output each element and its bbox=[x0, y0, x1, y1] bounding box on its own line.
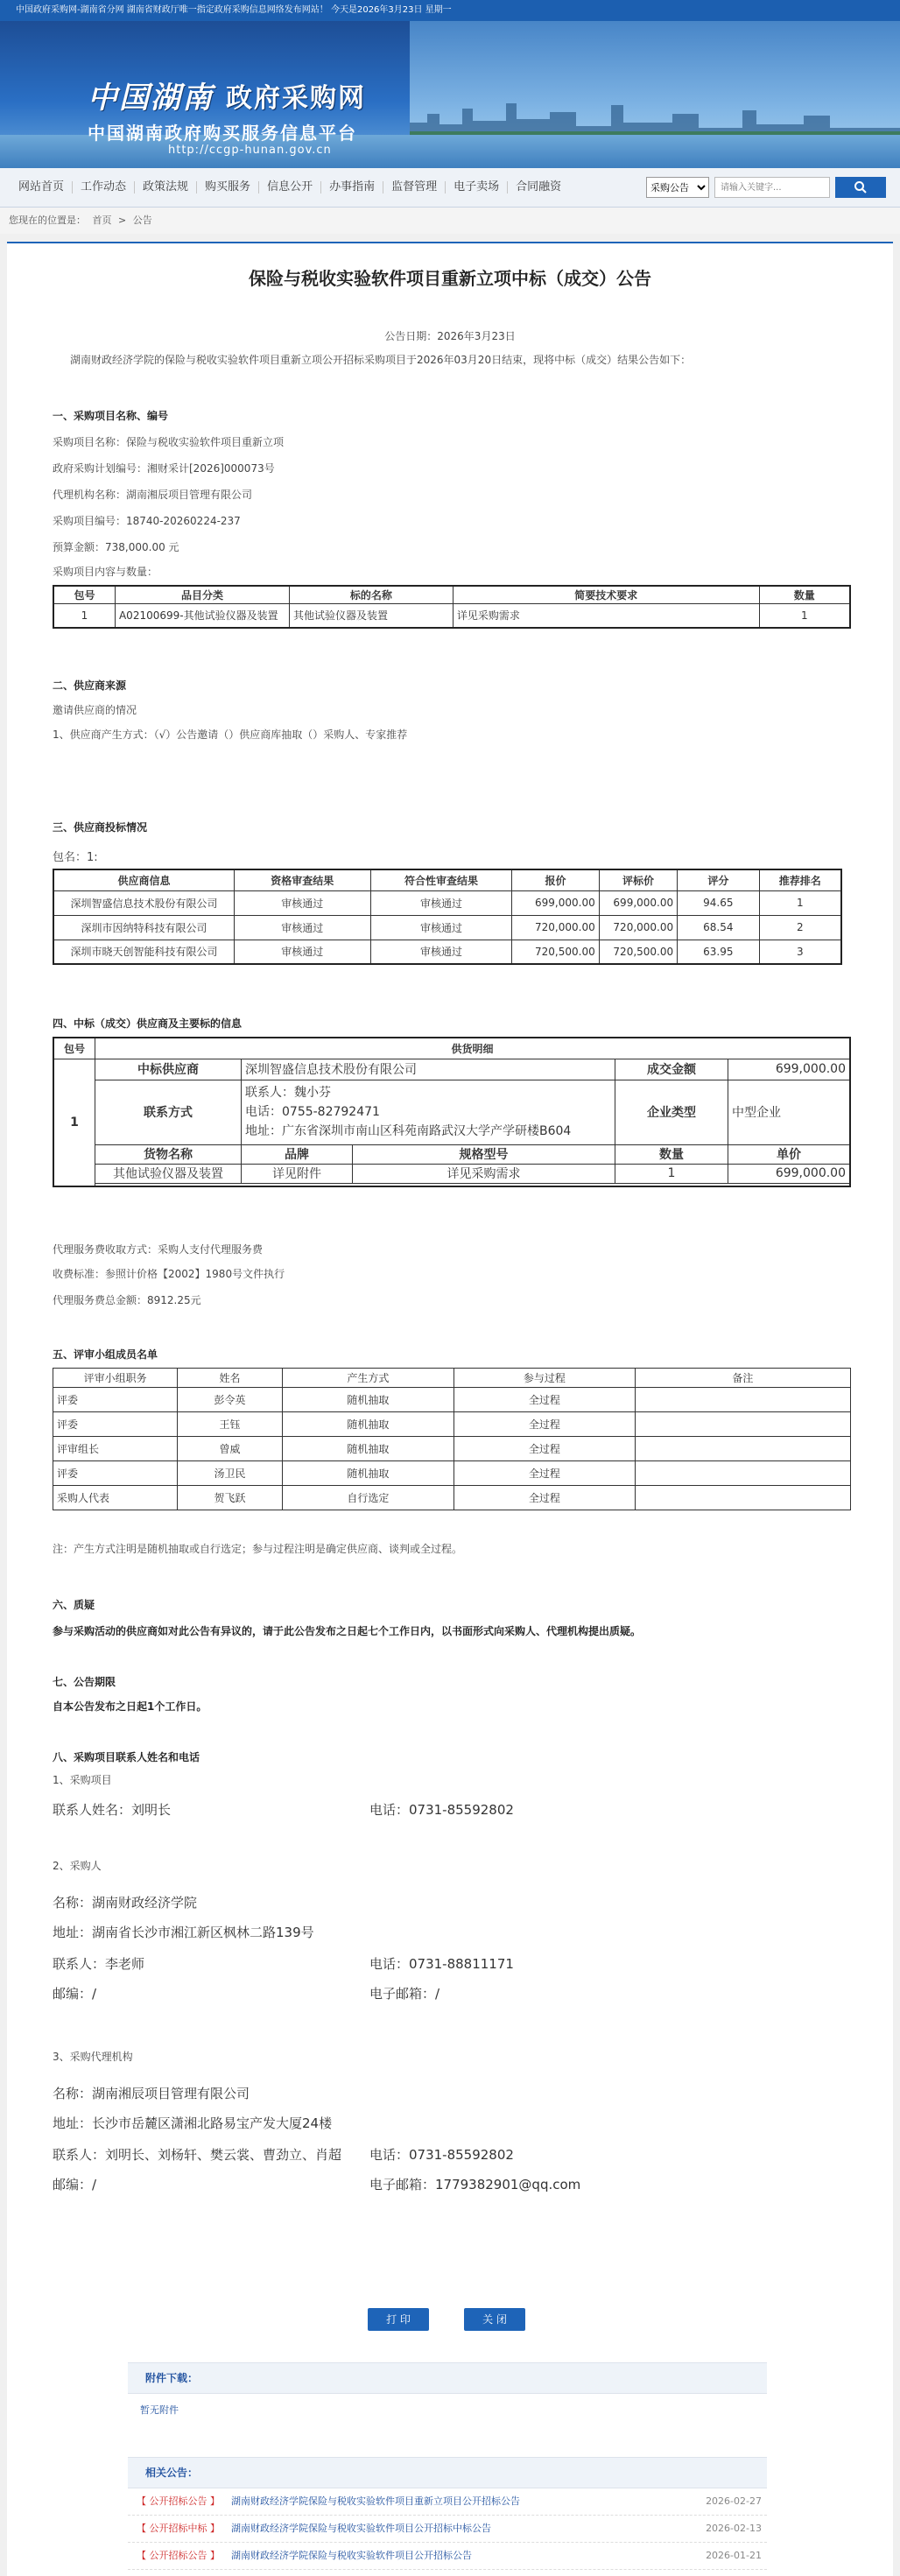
table-cell: 699,000.00 bbox=[512, 890, 599, 915]
table-row bbox=[53, 1461, 851, 1486]
company-type: 中型企业 bbox=[728, 1080, 851, 1144]
supplier-source-method: 1、供应商产生方式：（√）公告邀请（）供应商库抽取（）采购人、专家推荐 bbox=[53, 728, 408, 741]
purchaser-email: 电子邮箱：/ bbox=[369, 1986, 440, 2002]
site-subtitle: 中国湖南政府购买服务信息平台 bbox=[88, 123, 357, 144]
contact-person: 联系人：魏小芬 bbox=[245, 1086, 331, 1100]
project-contact-phone: 电话：0731-85592802 bbox=[369, 1802, 514, 1818]
section-4-heading: 四、中标（成交）供应商及主要标的信息 bbox=[53, 1017, 243, 1030]
site-banner bbox=[0, 21, 900, 168]
committee-col-name: 姓名 bbox=[178, 1369, 282, 1388]
attachments-panel bbox=[128, 2362, 767, 2425]
project-contact-name: 联系人姓名：刘明长 bbox=[53, 1802, 172, 1818]
table-cell: 贺飞跃 bbox=[178, 1486, 282, 1510]
table-cell: 彭令英 bbox=[178, 1388, 282, 1412]
bids-col-qualification: 资格审查结果 bbox=[234, 869, 370, 890]
nav-item-finance[interactable]: 合同融资 bbox=[516, 180, 562, 194]
bids-col-score: 评分 bbox=[678, 869, 759, 890]
contact-address: 地址：广东省深圳市南山区科苑南路武汉大学产学研楼B604 bbox=[245, 1124, 572, 1138]
print-button[interactable]: 打 印 bbox=[368, 2308, 429, 2331]
table-cell: 随机抽取 bbox=[282, 1412, 454, 1437]
top-notice-bar: 中国政府采购网-湖南省分网 湖南省财政厅唯一指定政府采购信息网络发布网站！ 今天是2026年3月23日 星期一 bbox=[0, 0, 900, 21]
items-col-package: 包号 bbox=[53, 586, 115, 603]
goods-col-spec: 规格型号 bbox=[353, 1144, 615, 1164]
items-col-quantity: 数量 bbox=[759, 586, 850, 603]
table-row bbox=[53, 940, 841, 964]
agency-name: 代理机构名称：湖南湘辰项目管理有限公司 bbox=[53, 489, 253, 501]
related-item-category: 【 公开招标中标 】 bbox=[137, 2523, 220, 2534]
bids-col-supplier: 供应商信息 bbox=[53, 869, 234, 890]
table-row bbox=[53, 1164, 850, 1183]
table-cell: 曾威 bbox=[178, 1437, 282, 1461]
award-package-no: 1 bbox=[53, 1059, 95, 1186]
award-col-detail: 供货明细 bbox=[95, 1038, 851, 1059]
announcement-content bbox=[7, 242, 893, 2576]
table-cell: 3 bbox=[759, 940, 841, 964]
table-cell bbox=[635, 1461, 850, 1486]
table-cell: A02100699-其他试验仪器及装置 bbox=[115, 603, 289, 628]
package-name: 包名：1: bbox=[53, 851, 98, 864]
goods-col-price: 单价 bbox=[728, 1144, 851, 1164]
search-input[interactable] bbox=[714, 177, 830, 198]
related-item-date: 2026-02-13 bbox=[706, 2523, 762, 2534]
nav-item-home[interactable]: 网站首页 bbox=[11, 181, 73, 194]
nav-item-news[interactable]: 工作动态 bbox=[73, 181, 135, 194]
bids-col-eval-price: 评标价 bbox=[599, 869, 677, 890]
award-amount: 699,000.00 bbox=[728, 1059, 851, 1080]
table-cell: 699,000.00 bbox=[599, 890, 677, 915]
breadcrumb bbox=[0, 208, 900, 234]
table-cell: 720,500.00 bbox=[599, 940, 677, 964]
winner-label: 中标供应商 bbox=[95, 1059, 242, 1080]
agency-email: 电子邮箱：1779382901@qq.com bbox=[369, 2177, 581, 2192]
table-row bbox=[53, 1437, 851, 1461]
nav-item-supervision[interactable]: 监督管理 bbox=[383, 181, 446, 194]
committee-col-process: 参与过程 bbox=[454, 1369, 636, 1388]
goods-col-brand: 品牌 bbox=[242, 1144, 353, 1164]
plan-number: 政府采购计划编号：湘财采计[2026]000073号 bbox=[53, 462, 275, 475]
award-col-package: 包号 bbox=[53, 1038, 95, 1059]
table-cell: 审核通过 bbox=[234, 940, 370, 964]
table-cell: 2 bbox=[759, 915, 841, 940]
project-contact-title: 1、采购项目 bbox=[53, 1774, 112, 1786]
section-7-heading: 七、公告期限 bbox=[53, 1676, 116, 1688]
committee-table bbox=[53, 1368, 851, 1510]
agency-title: 3、采购代理机构 bbox=[53, 2051, 133, 2063]
spacer bbox=[95, 1183, 851, 1186]
intro-text: 湖南财政经济学院的保险与税收实验软件项目重新立项公开招标采购项目于2026年03月20日结束，现将中标（成交）结果公告如下： bbox=[70, 354, 692, 366]
search-bar bbox=[646, 177, 886, 198]
section-6-heading: 六、质疑 bbox=[53, 1599, 95, 1611]
table-cell: 评审组长 bbox=[53, 1437, 178, 1461]
attachments-empty: 暂无附件 bbox=[140, 2404, 179, 2416]
site-logo-script: 中国湖南 bbox=[88, 81, 214, 116]
close-button[interactable]: 关 闭 bbox=[464, 2308, 525, 2331]
page-title: 保险与税收实验软件项目重新立项中标（成交）公告 bbox=[249, 268, 651, 289]
project-number: 采购项目编号：18740-20260224-237 bbox=[53, 515, 241, 527]
table-cell: 评委 bbox=[53, 1412, 178, 1437]
table-cell: 720,500.00 bbox=[512, 940, 599, 964]
search-icon bbox=[854, 180, 868, 194]
items-table bbox=[53, 585, 851, 629]
table-cell: 深圳智盛信息技术股份有限公司 bbox=[53, 890, 234, 915]
nav-item-disclosure[interactable]: 信息公开 bbox=[259, 181, 321, 194]
project-name: 采购项目名称：保险与税收实验软件项目重新立项 bbox=[53, 436, 285, 448]
table-cell: 全过程 bbox=[454, 1486, 636, 1510]
table-cell: 详见采购需求 bbox=[353, 1164, 615, 1183]
breadcrumb-prefix: 您现在的位置是： bbox=[9, 215, 86, 226]
table-cell: 王钰 bbox=[178, 1412, 282, 1437]
breadcrumb-home[interactable]: 首页 bbox=[92, 215, 112, 226]
goods-col-qty: 数量 bbox=[615, 1144, 728, 1164]
related-item-category: 【 公开招标公告 】 bbox=[137, 2495, 220, 2507]
table-cell: 评委 bbox=[53, 1461, 178, 1486]
table-cell: 评委 bbox=[53, 1388, 178, 1412]
table-cell: 全过程 bbox=[454, 1437, 636, 1461]
table-cell: 699,000.00 bbox=[728, 1164, 851, 1183]
breadcrumb-separator: > bbox=[118, 215, 127, 226]
site-url: http://ccgp-hunan.gov.cn bbox=[168, 144, 332, 157]
table-row bbox=[53, 1486, 851, 1510]
agency-zip: 邮编：/ bbox=[53, 2177, 97, 2192]
table-cell: 68.54 bbox=[678, 915, 759, 940]
agency-contact: 联系人：刘明长、刘杨轩、樊云裳、曹劲立、肖超 bbox=[53, 2147, 342, 2163]
table-cell: 审核通过 bbox=[234, 915, 370, 940]
purchaser-name: 名称：湖南财政经济学院 bbox=[53, 1895, 198, 1911]
table-cell: 审核通过 bbox=[370, 940, 512, 964]
table-cell: 随机抽取 bbox=[282, 1388, 454, 1412]
content-quantity-label: 采购项目内容与数量： bbox=[53, 566, 158, 578]
table-cell: 其他试验仪器及装置 bbox=[95, 1164, 242, 1183]
table-cell: 1 bbox=[53, 603, 115, 628]
table-cell: 720,000.00 bbox=[512, 915, 599, 940]
section-1-heading: 一、采购项目名称、编号 bbox=[53, 410, 169, 422]
fee-total: 代理服务费总金额：8912.25元 bbox=[53, 1294, 201, 1306]
search-category-select[interactable] bbox=[646, 177, 709, 198]
items-col-subject: 标的名称 bbox=[289, 586, 453, 603]
attachments-heading: 附件下载： bbox=[128, 2363, 767, 2394]
table-cell: 审核通过 bbox=[234, 890, 370, 915]
related-item-title[interactable]: 湖南财政经济学院保险与税收实验软件项目重新立项目公开招标公告 bbox=[231, 2495, 520, 2507]
contact-info bbox=[242, 1080, 615, 1144]
table-cell bbox=[635, 1388, 850, 1412]
invitation-label: 邀请供应商的情况 bbox=[53, 704, 137, 716]
award-table bbox=[53, 1037, 851, 1187]
bids-table bbox=[53, 869, 842, 965]
related-heading: 相关公告： bbox=[128, 2458, 767, 2488]
publish-date: 公告日期：2026年3月23日 bbox=[384, 330, 516, 342]
contact-label: 联系方式 bbox=[95, 1080, 242, 1144]
table-cell: 自行选定 bbox=[282, 1486, 454, 1510]
related-item-date: 2026-02-27 bbox=[706, 2495, 762, 2507]
table-cell bbox=[635, 1437, 850, 1461]
table-cell: 深圳市因纳特科技有限公司 bbox=[53, 915, 234, 940]
committee-note: 注：产生方式注明是随机抽取或自行选定；参与过程注明是确定供应商、谈判或全过程。 bbox=[53, 1543, 463, 1555]
related-item[interactable] bbox=[128, 2488, 767, 2516]
nav-item-guide[interactable]: 办事指南 bbox=[321, 181, 383, 194]
company-type-label: 企业类型 bbox=[615, 1080, 728, 1144]
bids-col-rank: 推荐排名 bbox=[759, 869, 841, 890]
section-2-heading: 二、供应商来源 bbox=[53, 679, 127, 692]
agency-address: 地址：长沙市岳麓区潇湘北路易宝产发大厦24楼 bbox=[53, 2115, 333, 2131]
committee-col-method: 产生方式 bbox=[282, 1369, 454, 1388]
section-3-heading: 三、供应商投标情况 bbox=[53, 821, 148, 834]
agency-phone: 电话：0731-85592802 bbox=[369, 2147, 514, 2163]
breadcrumb-current: 公告 bbox=[132, 215, 152, 226]
related-item-date: 2026-01-21 bbox=[706, 2550, 762, 2561]
related-item-title[interactable]: 湖南财政经济学院保险与税收实验软件项目公开招标公告 bbox=[231, 2550, 472, 2561]
amount-label: 成交金额 bbox=[615, 1059, 728, 1080]
table-cell: 审核通过 bbox=[370, 915, 512, 940]
contact-phone: 电话：0755-82792471 bbox=[245, 1105, 380, 1119]
nav-item-purchase-service[interactable]: 购买服务 bbox=[197, 181, 259, 194]
committee-col-note: 备注 bbox=[635, 1369, 850, 1388]
agency-fee-method: 代理服务费收取方式：采购人支付代理服务费 bbox=[53, 1243, 264, 1256]
fee-standard: 收费标准：参照计价格【2002】1980号文件执行 bbox=[53, 1268, 285, 1280]
search-button[interactable] bbox=[835, 177, 886, 198]
section-8-heading: 八、采购项目联系人姓名和电话 bbox=[53, 1751, 200, 1763]
table-cell: 全过程 bbox=[454, 1461, 636, 1486]
items-col-requirement: 简要技术要求 bbox=[453, 586, 759, 603]
table-cell: 1 bbox=[759, 890, 841, 915]
related-item-category: 【 公开招标公告 】 bbox=[137, 2550, 220, 2561]
table-cell: 720,000.00 bbox=[599, 915, 677, 940]
table-row bbox=[53, 1412, 851, 1437]
table-row bbox=[53, 603, 850, 628]
items-col-category: 品目分类 bbox=[115, 586, 289, 603]
purchaser-zip: 邮编：/ bbox=[53, 1986, 97, 2002]
table-cell: 全过程 bbox=[454, 1388, 636, 1412]
notice-period-text: 自本公告发布之日起1个工作日。 bbox=[53, 1700, 207, 1713]
related-item[interactable] bbox=[128, 2543, 767, 2570]
purchaser-contact: 联系人：李老师 bbox=[53, 1956, 145, 1972]
table-row bbox=[53, 915, 841, 940]
table-row bbox=[53, 890, 841, 915]
goods-col-name: 货物名称 bbox=[95, 1144, 242, 1164]
site-title: 政府采购网 bbox=[226, 83, 366, 114]
winner-name: 深圳智盛信息技术股份有限公司 bbox=[242, 1059, 615, 1080]
table-cell: 随机抽取 bbox=[282, 1461, 454, 1486]
agency-contact-name: 名称：湖南湘辰项目管理有限公司 bbox=[53, 2086, 250, 2101]
purchaser-title: 2、采购人 bbox=[53, 1860, 102, 1872]
table-cell: 审核通过 bbox=[370, 890, 512, 915]
nav-item-policy[interactable]: 政策法规 bbox=[135, 181, 197, 194]
purchaser-phone: 电话：0731-88811171 bbox=[369, 1956, 514, 1972]
table-cell bbox=[635, 1412, 850, 1437]
budget-amount: 预算金额：738,000.00 元 bbox=[53, 541, 179, 553]
table-cell: 1 bbox=[615, 1164, 728, 1183]
table-cell: 全过程 bbox=[454, 1412, 636, 1437]
table-row bbox=[53, 1388, 851, 1412]
table-cell: 1 bbox=[759, 603, 850, 628]
table-cell: 随机抽取 bbox=[282, 1437, 454, 1461]
bids-col-price: 报价 bbox=[512, 869, 599, 890]
section-5-heading: 五、评审小组成员名单 bbox=[53, 1348, 158, 1361]
bids-col-compliance: 符合性审查结果 bbox=[370, 869, 512, 890]
nav-item-mall[interactable]: 电子卖场 bbox=[446, 181, 508, 194]
related-panel bbox=[128, 2457, 767, 2572]
related-item-title[interactable]: 湖南财政经济学院保险与税收实验软件项目公开招标中标公告 bbox=[231, 2523, 491, 2534]
challenge-text: 参与采购活动的供应商如对此公告有异议的，请于此公告发布之日起七个工作日内，以书面形式向采购人、代理机构提出质疑。 bbox=[53, 1625, 642, 1637]
table-cell: 其他试验仪器及装置 bbox=[289, 603, 453, 628]
main-nav bbox=[0, 168, 900, 208]
committee-col-role: 评审小组职务 bbox=[53, 1369, 178, 1388]
table-cell: 详见附件 bbox=[242, 1164, 353, 1183]
table-cell: 详见采购需求 bbox=[453, 603, 759, 628]
table-cell bbox=[635, 1486, 850, 1510]
table-cell: 94.65 bbox=[678, 890, 759, 915]
table-cell: 采购人代表 bbox=[53, 1486, 178, 1510]
purchaser-address: 地址：湖南省长沙市湘江新区枫林二路139号 bbox=[53, 1925, 314, 1940]
city-skyline-image bbox=[410, 88, 900, 140]
table-cell: 汤卫民 bbox=[178, 1461, 282, 1486]
table-cell: 深圳市晓天创智能科技有限公司 bbox=[53, 940, 234, 964]
table-cell: 63.95 bbox=[678, 940, 759, 964]
related-item[interactable] bbox=[128, 2516, 767, 2543]
